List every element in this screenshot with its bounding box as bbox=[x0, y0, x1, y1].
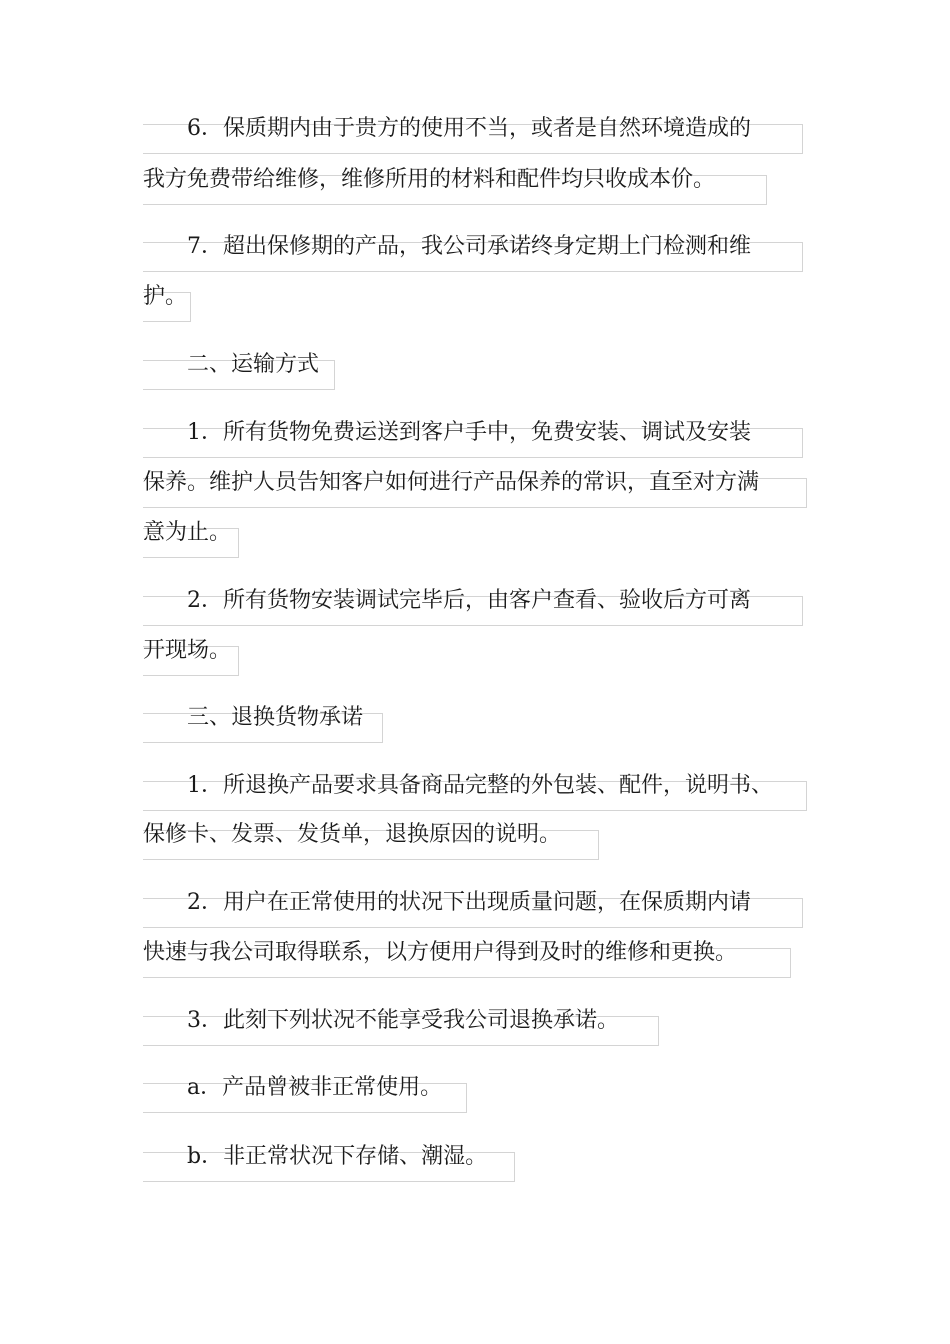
text-line bbox=[143, 167, 767, 205]
line-text: 2．所有货物安装调试完毕后，由客户查看、验收后方可离 bbox=[143, 588, 751, 613]
text-line bbox=[143, 1075, 467, 1113]
text-line bbox=[143, 1008, 659, 1046]
text-line bbox=[143, 520, 239, 558]
line-text: a．产品曾被非正常使用。 bbox=[143, 1075, 443, 1100]
section-heading bbox=[143, 352, 335, 390]
line-text: 保修卡、发票、发货单，退换原因的说明。 bbox=[143, 822, 562, 847]
section-heading bbox=[143, 705, 383, 743]
line-text: 三、退换货物承诺 bbox=[143, 705, 364, 730]
line-text: b．非正常状况下存储、潮湿。 bbox=[143, 1144, 488, 1169]
text-line bbox=[143, 638, 239, 676]
text-line bbox=[143, 773, 807, 811]
line-text: 3．此刻下列状况不能享受我公司退换承诺。 bbox=[143, 1008, 619, 1033]
text-line bbox=[143, 234, 803, 272]
text-line bbox=[143, 284, 191, 322]
line-text: 7．超出保修期的产品，我公司承诺终身定期上门检测和维 bbox=[143, 234, 751, 259]
line-text: 1．所退换产品要求具备商品完整的外包装、配件，说明书、 bbox=[143, 773, 773, 798]
text-line bbox=[143, 1144, 515, 1182]
line-text: 护。 bbox=[143, 284, 188, 309]
text-line bbox=[143, 470, 807, 508]
text-line bbox=[143, 940, 791, 978]
line-text: 2．用户在正常使用的状况下出现质量问题，在保质期内请 bbox=[143, 890, 751, 915]
line-text: 二、运输方式 bbox=[143, 352, 320, 377]
text-line bbox=[143, 116, 803, 154]
line-text: 6．保质期内由于贵方的使用不当，或者是自然环境造成的 bbox=[143, 116, 751, 141]
line-text: 我方免费带给维修，维修所用的材料和配件均只收成本价。 bbox=[143, 167, 716, 192]
line-text: 意为止。 bbox=[143, 520, 232, 545]
line-text: 保养。维护人员告知客户如何进行产品保养的常识，直至对方满 bbox=[143, 470, 760, 495]
text-line bbox=[143, 420, 803, 458]
text-line bbox=[143, 588, 803, 626]
line-text: 1．所有货物免费运送到客户手中，免费安装、调试及安装 bbox=[143, 420, 751, 445]
text-line bbox=[143, 890, 803, 928]
line-text: 快速与我公司取得联系，以方便用户得到及时的维修和更换。 bbox=[143, 940, 738, 965]
text-line bbox=[143, 822, 599, 860]
line-text: 开现场。 bbox=[143, 638, 232, 663]
